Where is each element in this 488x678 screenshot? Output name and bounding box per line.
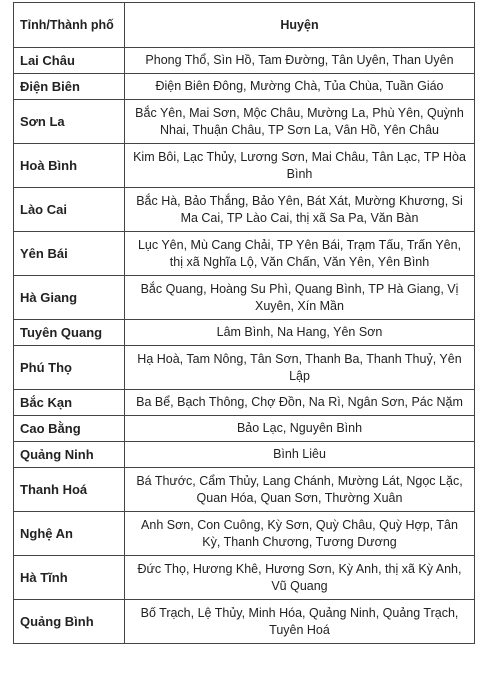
- header-row: [14, 3, 475, 48]
- province-name: Bắc Kạn: [14, 390, 125, 416]
- table-row: [14, 320, 475, 346]
- district-list: Bố Trạch, Lệ Thủy, Minh Hóa, Quảng Ninh, Quảng Trạch, Tuyên Hoá: [125, 600, 475, 644]
- district-list: Kim Bôi, Lạc Thủy, Lương Sơn, Mai Châu, Tân Lạc, TP Hòa Bình: [125, 144, 475, 188]
- table-row: [14, 346, 475, 390]
- district-list: Bắc Yên, Mai Sơn, Mộc Châu, Mường La, Phù Yên, Quỳnh Nhai, Thuận Châu, TP Sơn La, Vân Hồ, Yên Châu: [125, 100, 475, 144]
- province-name: Sơn La: [14, 100, 125, 144]
- table-row: [14, 512, 475, 556]
- district-column-header: Huyện: [125, 3, 475, 48]
- province-name: Cao Bằng: [14, 416, 125, 442]
- table-row: [14, 188, 475, 232]
- table-row: [14, 442, 475, 468]
- table-row: [14, 416, 475, 442]
- district-list: Hạ Hoà, Tam Nông, Tân Sơn, Thanh Ba, Thanh Thuỷ, Yên Lập: [125, 346, 475, 390]
- table-row: [14, 390, 475, 416]
- district-list: Bắc Quang, Hoàng Su Phì, Quang Bình, TP Hà Giang, Vị Xuyên, Xín Mần: [125, 276, 475, 320]
- table-row: [14, 48, 475, 74]
- district-list: Bá Thước, Cẩm Thủy, Lang Chánh, Mường Lát, Ngọc Lặc, Quan Hóa, Quan Sơn, Thường Xuân: [125, 468, 475, 512]
- province-name: Quảng Bình: [14, 600, 125, 644]
- district-list: Anh Sơn, Con Cuông, Kỳ Sơn, Quỳ Châu, Quỳ Hợp, Tân Kỳ, Thanh Chương, Tương Dương: [125, 512, 475, 556]
- province-name: Yên Bái: [14, 232, 125, 276]
- table-row: [14, 600, 475, 644]
- province-name: Quảng Ninh: [14, 442, 125, 468]
- table-row: [14, 232, 475, 276]
- province-name: Thanh Hoá: [14, 468, 125, 512]
- province-name: Điện Biên: [14, 74, 125, 100]
- province-name: Hà Tĩnh: [14, 556, 125, 600]
- district-list: Ba Bể, Bạch Thông, Chợ Đồn, Na Rì, Ngân Sơn, Pác Nặm: [125, 390, 475, 416]
- table-row: [14, 556, 475, 600]
- province-name: Lào Cai: [14, 188, 125, 232]
- table-body: [14, 48, 475, 644]
- district-list: Bắc Hà, Bảo Thắng, Bảo Yên, Bát Xát, Mường Khương, Si Ma Cai, TP Lào Cai, thị xã Sa Pa, Văn Bàn: [125, 188, 475, 232]
- province-name: Hà Giang: [14, 276, 125, 320]
- table-row: [14, 144, 475, 188]
- district-list: Lục Yên, Mù Cang Chải, TP Yên Bái, Trạm Tấu, Trấn Yên, thị xã Nghĩa Lộ, Văn Chấn, Văn Yên, Yên Bình: [125, 232, 475, 276]
- province-name: Nghệ An: [14, 512, 125, 556]
- province-name: Phú Thọ: [14, 346, 125, 390]
- table-row: [14, 276, 475, 320]
- table-row: [14, 100, 475, 144]
- province-column-header: Tỉnh/Thành phố: [14, 3, 125, 48]
- district-list: Bình Liêu: [125, 442, 475, 468]
- district-list: Bảo Lạc, Nguyên Bình: [125, 416, 475, 442]
- district-table: [13, 2, 475, 644]
- province-name: Tuyên Quang: [14, 320, 125, 346]
- district-list: Phong Thổ, Sìn Hồ, Tam Đường, Tân Uyên, Than Uyên: [125, 48, 475, 74]
- province-name: Hoà Bình: [14, 144, 125, 188]
- district-list: Đức Thọ, Hương Khê, Hương Sơn, Kỳ Anh, thị xã Kỳ Anh, Vũ Quang: [125, 556, 475, 600]
- district-list: Lâm Bình, Na Hang, Yên Sơn: [125, 320, 475, 346]
- district-list: Điện Biên Đông, Mường Chà, Tủa Chùa, Tuần Giáo: [125, 74, 475, 100]
- table-row: [14, 468, 475, 512]
- table-header: [14, 3, 475, 48]
- province-name: Lai Châu: [14, 48, 125, 74]
- table-row: [14, 74, 475, 100]
